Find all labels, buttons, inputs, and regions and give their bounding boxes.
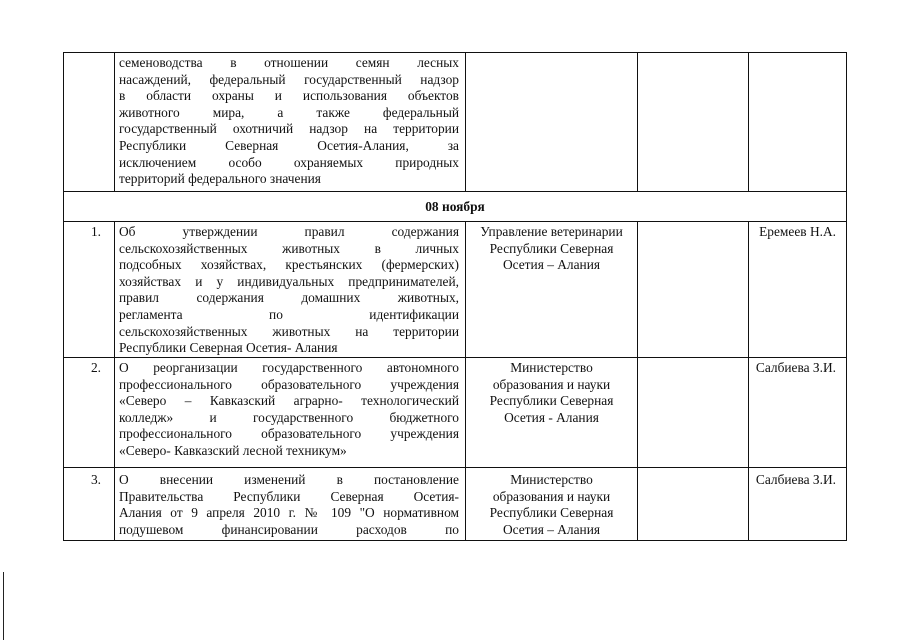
text-line: Осетия - Алания: [504, 409, 599, 425]
row-curator: Салбиева З.И.: [755, 360, 836, 375]
text-line: территорий федерального значения: [119, 171, 321, 187]
column-divider: [846, 52, 847, 540]
row-curator: Еремеев Н.А.: [759, 224, 836, 239]
row-subject: [119, 224, 459, 357]
column-divider: [114, 221, 115, 540]
text-line: Республики Северная: [489, 505, 614, 521]
continuation-text: [119, 55, 459, 188]
text-line: правил содержания домашних животных,: [119, 290, 459, 306]
row-number: 1.: [90, 224, 101, 239]
text-line: Осетия – Алания: [502, 521, 601, 537]
text-line: профессионального образовательного учреждения: [119, 426, 459, 442]
column-divider: [748, 221, 749, 540]
column-divider: [637, 52, 638, 191]
text-line: государственный охотничий надзор на территории: [119, 121, 459, 137]
column-divider: [465, 52, 466, 191]
text-line: насаждений, федеральный государственный надзор: [119, 71, 459, 87]
section-date-heading: 08 ноября: [425, 199, 485, 214]
text-line: Республики Северная Осетия-Алания, за: [119, 137, 459, 153]
text-line: исключением особо охраняемых природных: [119, 154, 459, 170]
table-top-border: [63, 52, 847, 53]
column-divider: [63, 52, 64, 540]
row-number: 3.: [90, 472, 101, 487]
row-divider: [63, 221, 847, 222]
row-curator: Салбиева З.И.: [755, 472, 836, 487]
text-line: регламента по идентификации: [119, 306, 459, 322]
text-line: О внесении изменений в постановление: [119, 472, 459, 487]
text-line: Осетия – Алания: [502, 257, 601, 273]
text-line: животного мира, а также федеральный: [119, 104, 459, 120]
row-responsible: [466, 224, 637, 274]
text-line: хозяйствах и у индивидуальных предпринимателей,: [119, 273, 459, 289]
row-responsible: [466, 472, 637, 538]
text-line: Республики Северная: [489, 393, 614, 409]
text-line: семеноводства в отношении семян лесных: [119, 55, 459, 70]
text-line: сельскохозяйственных животных в личных: [119, 240, 459, 256]
row-responsible: [466, 360, 637, 426]
text-line: Об утверждении правил содержания: [119, 224, 459, 239]
text-line: Управление ветеринарии: [480, 224, 623, 239]
table-bottom-border: [63, 540, 847, 541]
text-line: Правительства Республики Северная Осетия-: [119, 488, 459, 504]
text-line: колледж» и государственного бюджетного: [119, 409, 459, 425]
text-line: образования и науки: [492, 376, 611, 392]
scan-edge-mark: [3, 572, 4, 640]
text-line: Министерство: [510, 472, 593, 487]
text-line: Республики Северная: [489, 240, 614, 256]
text-line: подушевом финансировании расходов по: [119, 521, 459, 537]
text-line: Республики Северная Осетия- Алания: [119, 340, 338, 356]
text-line: в области охраны и использования объектов: [119, 88, 459, 104]
text-line: «Северо – Кавказский аграрно- технологический: [119, 393, 459, 409]
text-line: Алания от 9 апреля 2010 г. № 109 "О нормативном: [119, 505, 459, 521]
row-divider: [63, 467, 847, 468]
row-number: 2.: [90, 360, 101, 375]
row-subject: [119, 360, 459, 460]
text-line: Министерство: [510, 360, 593, 375]
row-divider: [63, 191, 847, 192]
row-subject: [119, 472, 459, 538]
text-line: сельскохозяйственных животных на территории: [119, 323, 459, 339]
text-line: подсобных хозяйствах, крестьянских (фермерских): [119, 257, 459, 273]
row-divider: [63, 357, 847, 358]
text-line: профессионального образовательного учреждения: [119, 376, 459, 392]
column-divider: [748, 52, 749, 191]
text-line: О реорганизации государственного автономного: [119, 360, 459, 375]
text-line: образования и науки: [492, 488, 611, 504]
column-divider: [637, 221, 638, 540]
text-line: «Северо- Кавказский лесной техникум»: [119, 442, 347, 458]
column-divider: [114, 52, 115, 191]
